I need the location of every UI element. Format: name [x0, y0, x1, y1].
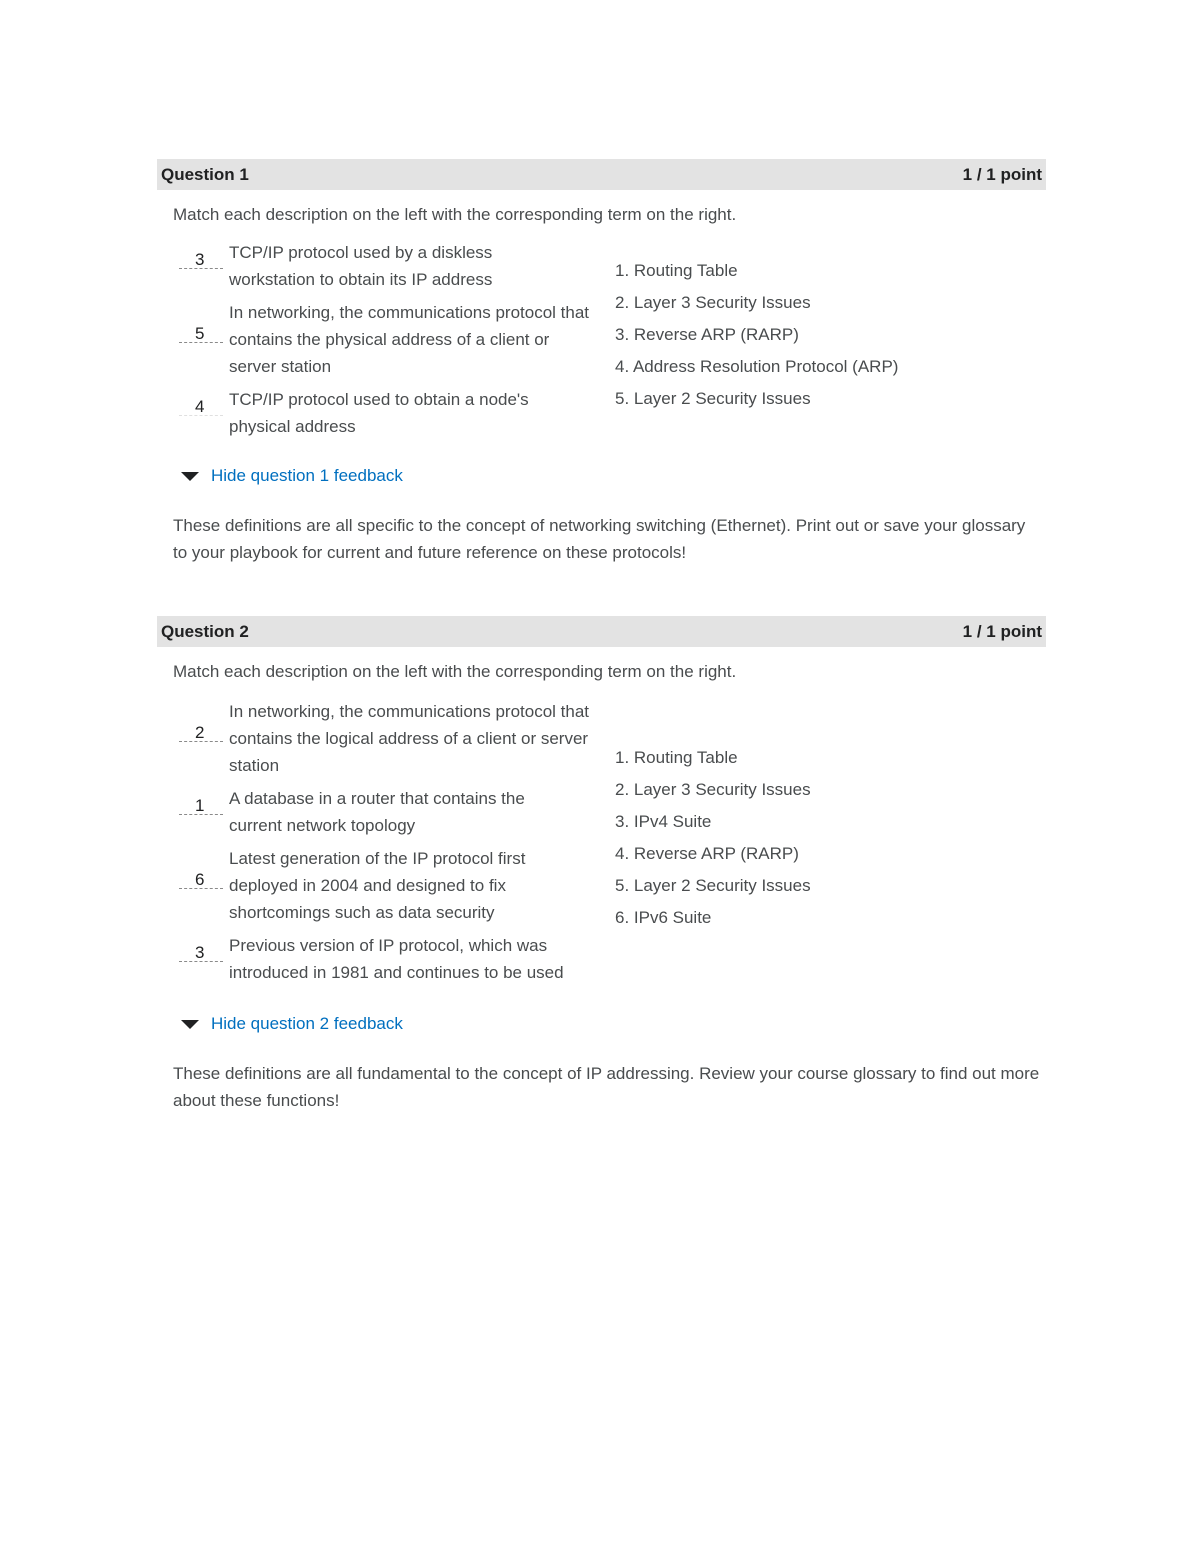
match-row	[173, 239, 1046, 293]
answer-field[interactable]	[173, 943, 223, 969]
answer-field[interactable]	[173, 323, 223, 350]
term-item: 2. Layer 3 Security Issues	[615, 780, 811, 799]
match-description: Previous version of IP protocol, which was introduced in 1981 and continues to be used	[229, 936, 564, 982]
question-2	[157, 616, 1046, 1114]
term-item: 5. Layer 2 Security Issues	[615, 876, 811, 895]
caret-down-icon	[181, 472, 199, 481]
term-item: 6. IPv6 Suite	[615, 908, 712, 927]
match-row	[173, 386, 1046, 440]
match-description: In networking, the communications protocol that contains the physical address of a client or server station	[229, 303, 590, 376]
matching-area	[173, 239, 1046, 440]
feedback-toggle-label: Hide question 2 feedback	[211, 1014, 403, 1033]
terms-list	[615, 255, 898, 415]
term-item: 4. Address Resolution Protocol (ARP)	[615, 357, 899, 376]
answer-underline	[179, 961, 223, 962]
match-description: A database in a router that contains the current network topology	[229, 789, 525, 835]
answer-underline	[179, 342, 223, 343]
question-score: 1 / 1 point	[962, 164, 1042, 184]
answer-underline	[179, 888, 223, 889]
hide-feedback-link[interactable]	[181, 1014, 1046, 1034]
question-prompt: Match each description on the left with the corresponding term on the right.	[173, 205, 737, 224]
answer-value: 3	[195, 250, 205, 269]
answer-value: 2	[195, 722, 205, 742]
caret-down-icon	[181, 1020, 199, 1029]
feedback-text: These definitions are all fundamental to the concept of IP addressing. Review your course glossary to find out more about these functions!	[173, 1064, 1040, 1110]
term-item: 1. Routing Table	[615, 748, 738, 767]
match-row	[173, 698, 1046, 779]
term-item: 4. Reverse ARP (RARP)	[615, 844, 799, 863]
answer-value: 4	[195, 397, 205, 416]
term-item: 2. Layer 3 Security Issues	[615, 293, 811, 312]
term-item: 1. Routing Table	[615, 261, 738, 280]
matching-area	[173, 698, 1046, 986]
answer-field[interactable]	[173, 397, 223, 423]
answer-field[interactable]	[173, 796, 223, 822]
match-row	[173, 785, 1046, 839]
feedback-toggle-label: Hide question 1 feedback	[211, 466, 403, 485]
answer-underline	[179, 268, 223, 269]
answer-value: 1	[195, 796, 205, 815]
match-description: Latest generation of the IP protocol first deployed in 2004 and designed to fix shortcomings such as data security	[229, 849, 526, 922]
answer-value: 6	[195, 869, 205, 889]
term-item: 3. Reverse ARP (RARP)	[615, 325, 799, 344]
term-item: 5. Layer 2 Security Issues	[615, 389, 811, 408]
terms-list	[615, 742, 811, 934]
match-row	[173, 845, 1046, 926]
match-row	[173, 932, 1046, 986]
match-description: TCP/IP protocol used by a diskless workstation to obtain its IP address	[229, 243, 493, 289]
question-prompt: Match each description on the left with the corresponding term on the right.	[173, 662, 737, 681]
answer-value: 5	[195, 323, 205, 343]
question-title: Question 2	[161, 621, 249, 641]
feedback-text: These definitions are all specific to the concept of networking switching (Ethernet). Print out or save your glossary to your playbook for current and future reference on these protocols!	[173, 516, 1026, 562]
question-score: 1 / 1 point	[962, 621, 1042, 641]
answer-field[interactable]	[173, 869, 223, 896]
answer-field[interactable]	[173, 722, 223, 749]
match-description: TCP/IP protocol used to obtain a node's physical address	[229, 390, 529, 436]
hide-feedback-link[interactable]	[181, 466, 1046, 486]
answer-field[interactable]	[173, 250, 223, 276]
answer-underline	[179, 741, 223, 742]
question-header	[157, 159, 1046, 190]
match-row	[173, 299, 1046, 380]
answer-underline	[179, 814, 223, 815]
answer-value: 3	[195, 943, 205, 962]
question-1	[157, 159, 1046, 566]
question-title: Question 1	[161, 164, 249, 184]
term-item: 3. IPv4 Suite	[615, 812, 712, 831]
question-header	[157, 616, 1046, 647]
match-description: In networking, the communications protocol that contains the logical address of a client or server station	[229, 702, 590, 775]
answer-underline	[179, 415, 223, 416]
